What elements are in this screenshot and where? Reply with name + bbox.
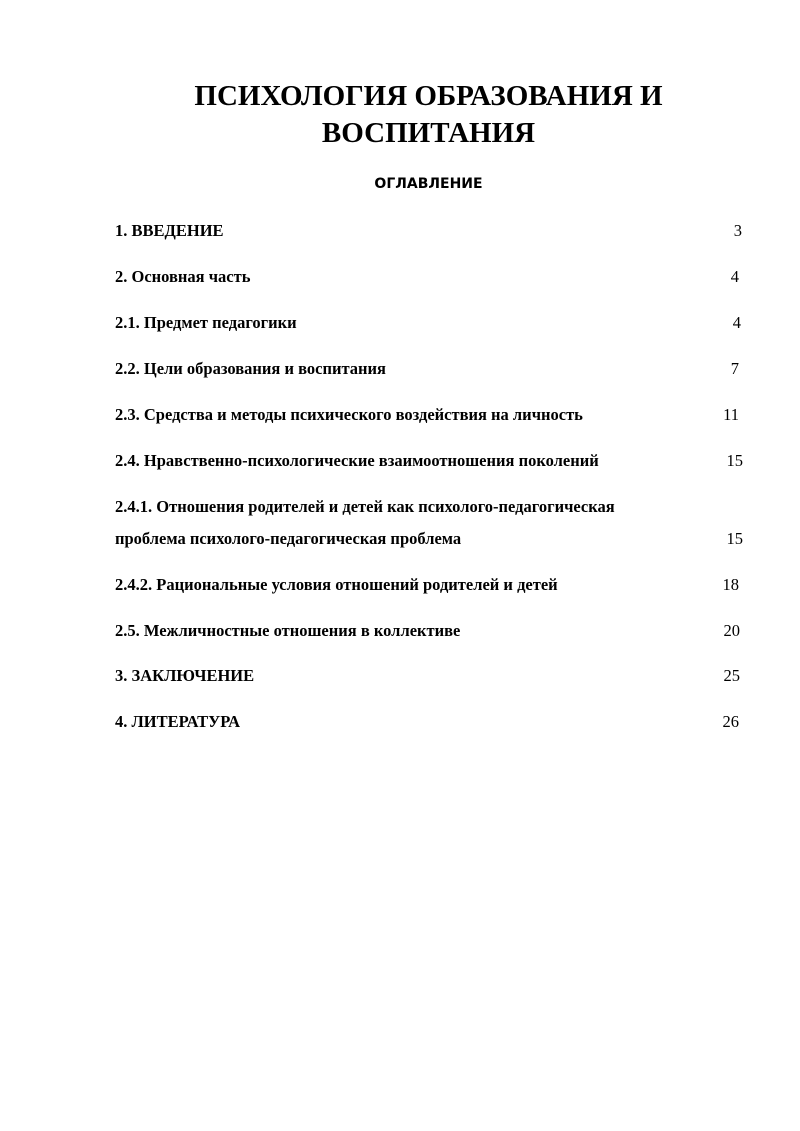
- document-title-line-1: ПСИХОЛОГИЯ ОБРАЗОВАНИЯ И: [194, 80, 663, 112]
- toc-entry-2-1-label[interactable]: 2.1. Предмет педагогики: [115, 313, 297, 332]
- toc-entry-1-label[interactable]: 1. ВВЕДЕНИЕ: [115, 221, 224, 240]
- toc-entry-2-4-2-page: 18: [722, 575, 739, 594]
- toc-entry-2-4-page: 15: [726, 451, 743, 470]
- toc-entry-2-1-page: 4: [732, 313, 741, 332]
- toc-entry-2-page: 4: [730, 267, 739, 286]
- toc-entry-2-5-page: 20: [723, 621, 740, 640]
- toc-entry-4-label[interactable]: 4. ЛИТЕРАТУРА: [115, 712, 241, 731]
- toc-entry-2-5-label[interactable]: 2.5. Межличностные отношения в коллективе: [115, 621, 461, 640]
- toc-entry-2-4-1-label-line-2[interactable]: проблема психолого-педагогическая проблема: [115, 529, 462, 548]
- toc-entry-2-2-label[interactable]: 2.2. Цели образования и воспитания: [115, 359, 386, 378]
- toc-entry-4-page: 26: [722, 712, 739, 731]
- toc-entry-2-3-page: 11: [723, 405, 739, 424]
- toc-entry-3-label[interactable]: 3. ЗАКЛЮЧЕНИЕ: [115, 666, 255, 685]
- toc-entry-3-page: 25: [723, 666, 740, 685]
- toc-entry-2-4-1-page: 15: [726, 529, 743, 548]
- toc-entry-2-2-page: 7: [730, 359, 739, 378]
- toc-entry-2-4-label[interactable]: 2.4. Нравственно-психологические взаимоотношения поколений: [115, 451, 599, 470]
- toc-entry-1-page: 3: [733, 221, 742, 240]
- document-title: [100, 78, 757, 152]
- toc-entry-2-4-1-label-line-1[interactable]: 2.4.1. Отношения родителей и детей как психолого-педагогическая: [115, 497, 615, 516]
- toc-entry-2-label[interactable]: 2. Основная часть: [115, 267, 251, 286]
- toc-entry-2-3-label[interactable]: 2.3. Средства и методы психического воздействия на личность: [115, 405, 583, 424]
- toc-heading: ОГЛАВЛЕНИЕ: [374, 176, 483, 192]
- toc-entry-2-4-2-label[interactable]: 2.4.2. Рациональные условия отношений родителей и детей: [115, 575, 558, 594]
- document-title-line-2: ВОСПИТАНИЯ: [321, 117, 536, 149]
